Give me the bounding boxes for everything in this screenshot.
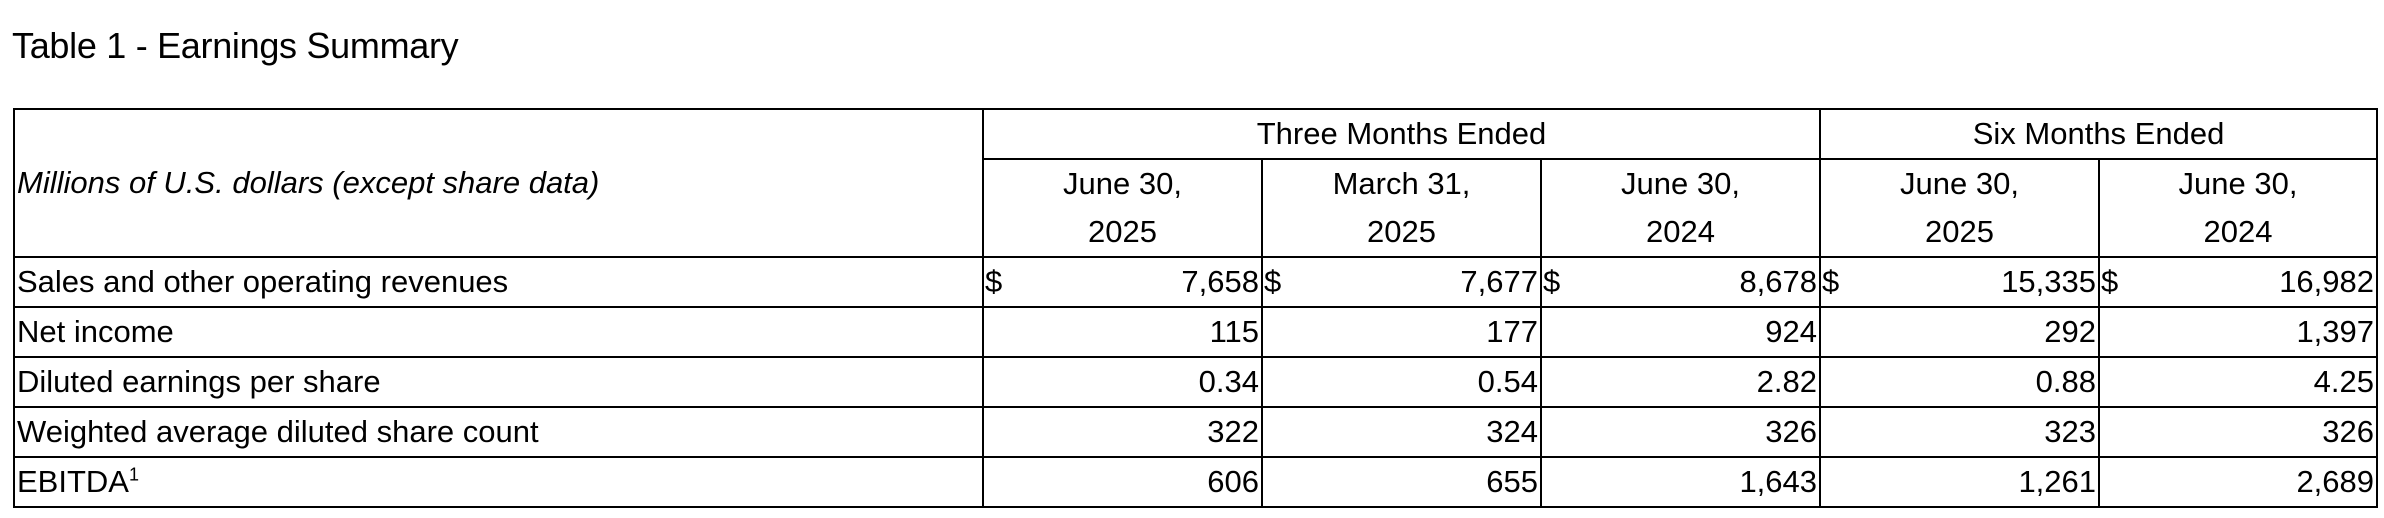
cell-value: 323: [1820, 407, 2099, 457]
table-row: [14, 307, 2377, 357]
row-label: Sales and other operating revenues: [14, 257, 983, 307]
column-header-year: 2024: [2203, 214, 2273, 249]
column-header-year: 2025: [1925, 214, 1994, 249]
row-label: Weighted average diluted share count: [14, 407, 983, 457]
cell-value: 115: [983, 307, 1262, 357]
cell-value: 324: [1262, 407, 1541, 457]
footnote-marker: 1: [128, 464, 139, 485]
cell-value: 177: [1262, 307, 1541, 357]
column-header-date: June 30,: [1621, 166, 1740, 201]
row-label: Diluted earnings per share: [14, 357, 983, 407]
currency-symbol: $: [1822, 264, 1840, 299]
cell-value: 292: [1820, 307, 2099, 357]
cell-value: 924: [1541, 307, 1820, 357]
cell-value: 606: [983, 457, 1262, 507]
cell-value: 0.34: [983, 357, 1262, 407]
currency-symbol: $: [1264, 264, 1282, 299]
cell-value: 8,678: [1739, 264, 1818, 299]
cell-value: 0.54: [1262, 357, 1541, 407]
row-label: [14, 457, 983, 507]
cell-value: 1,261: [1820, 457, 2099, 507]
table-row: [14, 457, 2377, 507]
column-header-date: June 30,: [1900, 166, 2019, 201]
column-header: [1541, 159, 1820, 257]
currency-symbol: $: [2101, 264, 2119, 299]
table-row: [14, 257, 2377, 307]
group-header-three-months: Three Months Ended: [983, 109, 1820, 159]
table-cell: [983, 257, 1262, 307]
cell-value: 16,982: [2279, 264, 2375, 299]
cell-value: 2,689: [2099, 457, 2377, 507]
column-header-date: June 30,: [1063, 166, 1182, 201]
cell-value: 326: [2099, 407, 2377, 457]
cell-value: 4.25: [2099, 357, 2377, 407]
page-title: Table 1 - Earnings Summary: [12, 25, 459, 66]
currency-symbol: $: [985, 264, 1003, 299]
column-header-date: June 30,: [2178, 166, 2298, 201]
column-header: [2099, 159, 2377, 257]
cell-value: 1,643: [1541, 457, 1820, 507]
currency-symbol: $: [1543, 264, 1561, 299]
group-header-six-months: Six Months Ended: [1820, 109, 2377, 159]
column-header-year: 2024: [1646, 214, 1715, 249]
cell-value: 7,677: [1460, 264, 1538, 299]
units-label: Millions of U.S. dollars (except share data): [14, 109, 983, 257]
column-header: [983, 159, 1262, 257]
table-cell: [1820, 257, 2099, 307]
cell-value: 655: [1262, 457, 1541, 507]
cell-value: 7,658: [1181, 264, 1259, 299]
table-row: [14, 357, 2377, 407]
column-header: [1820, 159, 2099, 257]
column-header-year: 2025: [1367, 214, 1436, 249]
row-label-text: EBITDA: [17, 464, 129, 499]
cell-value: 322: [983, 407, 1262, 457]
table-cell: [1541, 257, 1820, 307]
earnings-summary-table: [13, 108, 2378, 508]
cell-value: 15,335: [2001, 264, 2097, 299]
cell-value: 0.88: [1820, 357, 2099, 407]
row-label: Net income: [14, 307, 983, 357]
cell-value: 1,397: [2099, 307, 2377, 357]
table-header-row-groups: [14, 109, 2377, 159]
table-cell: [1262, 257, 1541, 307]
table-cell: [2099, 257, 2377, 307]
column-header-year: 2025: [1088, 214, 1157, 249]
table-row: [14, 407, 2377, 457]
column-header: [1262, 159, 1541, 257]
cell-value: 326: [1541, 407, 1820, 457]
column-header-date: March 31,: [1332, 166, 1471, 201]
cell-value: 2.82: [1541, 357, 1820, 407]
